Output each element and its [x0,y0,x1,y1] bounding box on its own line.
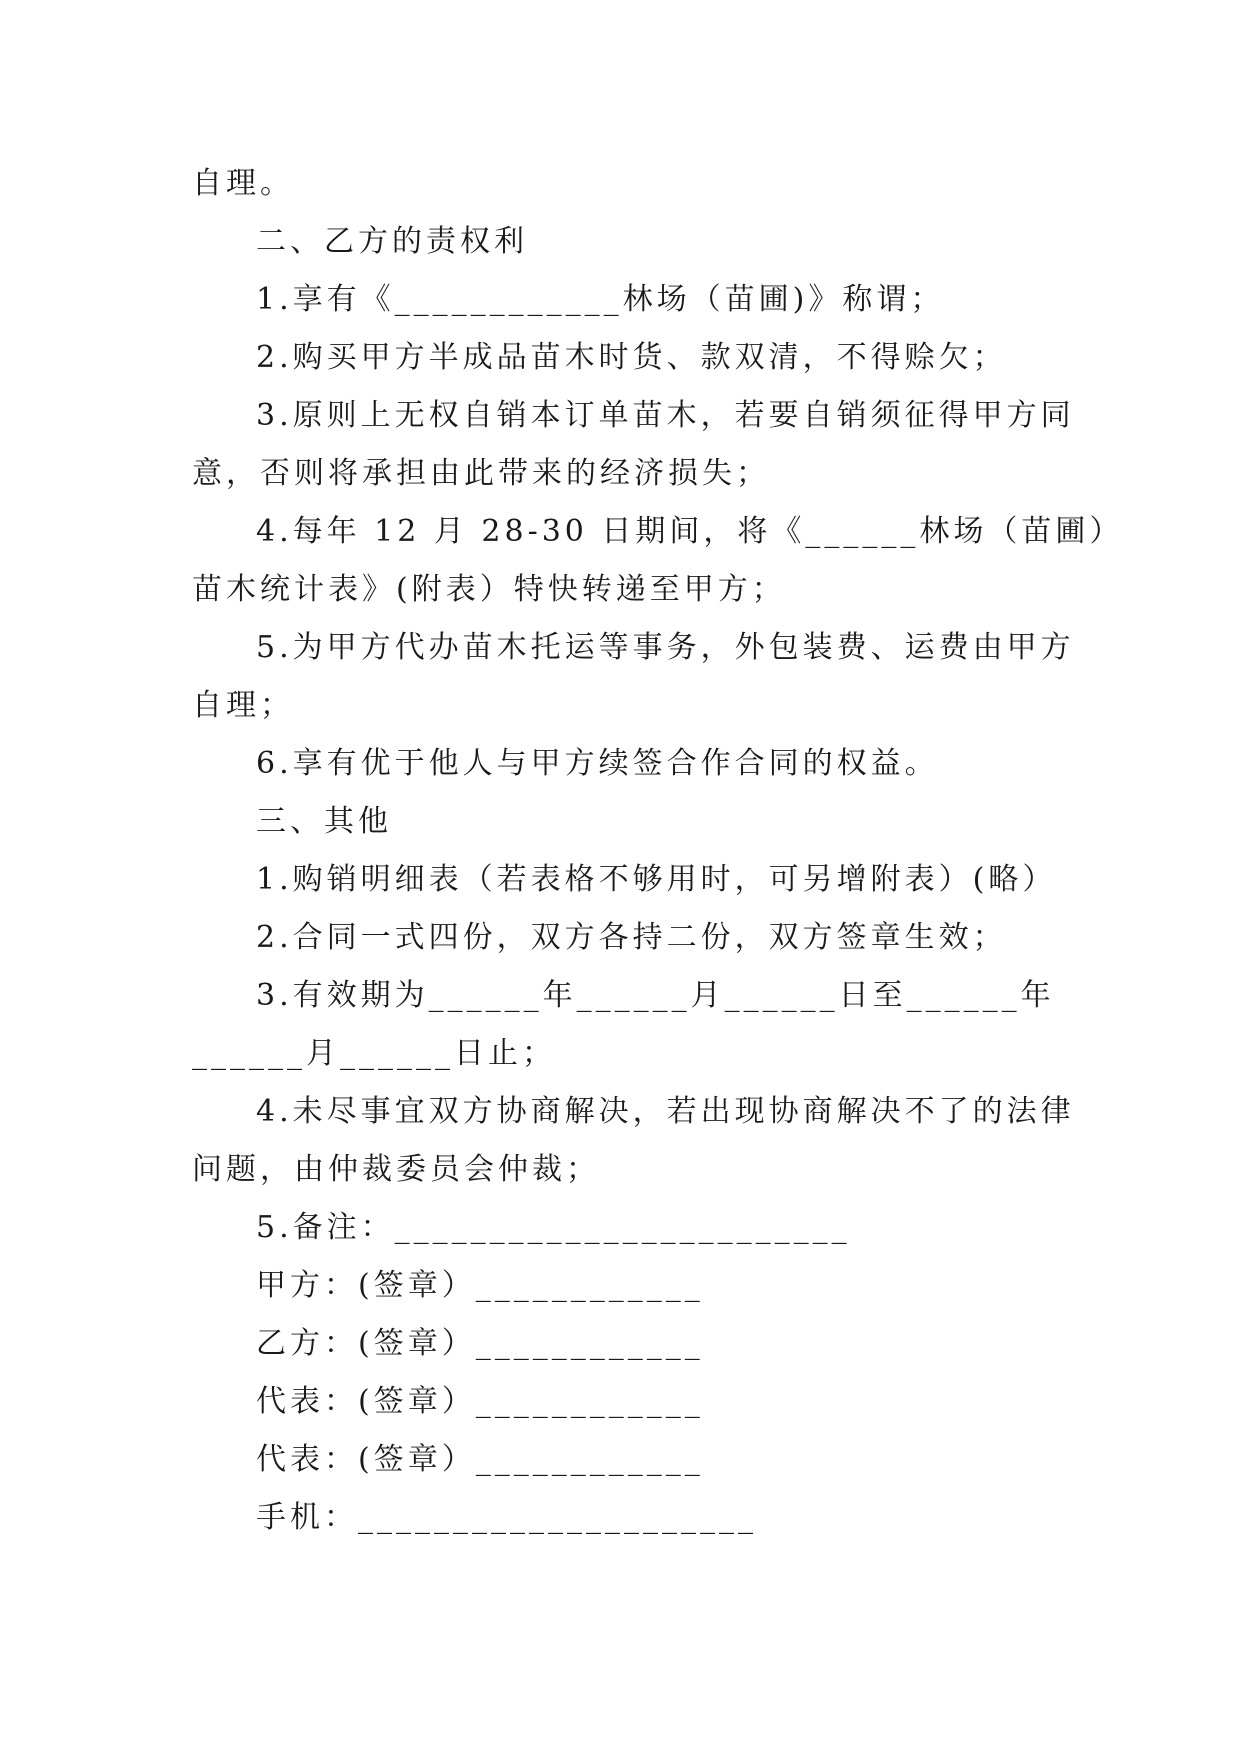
text-line: 问题，由仲裁委员会仲裁； [192,1152,600,1187]
party-a-signature-line: 甲方：(签章）____________ [256,1268,704,1303]
text-line: 自理； [192,688,294,723]
text-line: 3.有效期为______年______月______日至______年 [256,978,1055,1013]
party-b-signature-line: 乙方：(签章）____________ [256,1326,704,1361]
remarks-line: 5.备注：________________________ [256,1210,851,1245]
section-heading: 三、其他 [256,804,392,839]
text-line: 3.原则上无权自销本订单苗木，若要自销须征得甲方同 [256,398,1075,433]
text-line: 1.享有《____________林场（苗圃)》称谓； [256,282,945,317]
document-body [192,155,1124,1547]
text-line: 苗木统计表》(附表）特快转递至甲方； [192,572,786,607]
section-heading: 二、乙方的责权利 [256,224,528,259]
text-line: 5.为甲方代办苗木托运等事务，外包装费、运费由甲方 [256,630,1075,665]
text-line: ______月______日止； [192,1036,556,1071]
text-line: 4.每年 12 月 28-30 日期间，将《______林场（苗圃） [256,514,1124,549]
text-line: 4.未尽事宜双方协商解决，若出现协商解决不了的法律 [256,1094,1075,1129]
text-line: 2.购买甲方半成品苗木时货、款双清，不得赊欠； [256,340,1007,375]
representative-signature-line: 代表：(签章）____________ [256,1384,704,1419]
text-line: 1.购销明细表（若表格不够用时，可另增附表）(略） [256,862,1057,897]
text-line: 2.合同一式四份，双方各持二份，双方签章生效； [256,920,1007,955]
text-line: 自理。 [192,166,294,201]
representative-signature-line: 代表：(签章）____________ [256,1442,704,1477]
text-line: 6.享有优于他人与甲方续签合作合同的权益。 [256,746,939,781]
phone-line: 手机：_____________________ [256,1500,757,1535]
text-line: 意，否则将承担由此带来的经济损失； [192,456,770,491]
